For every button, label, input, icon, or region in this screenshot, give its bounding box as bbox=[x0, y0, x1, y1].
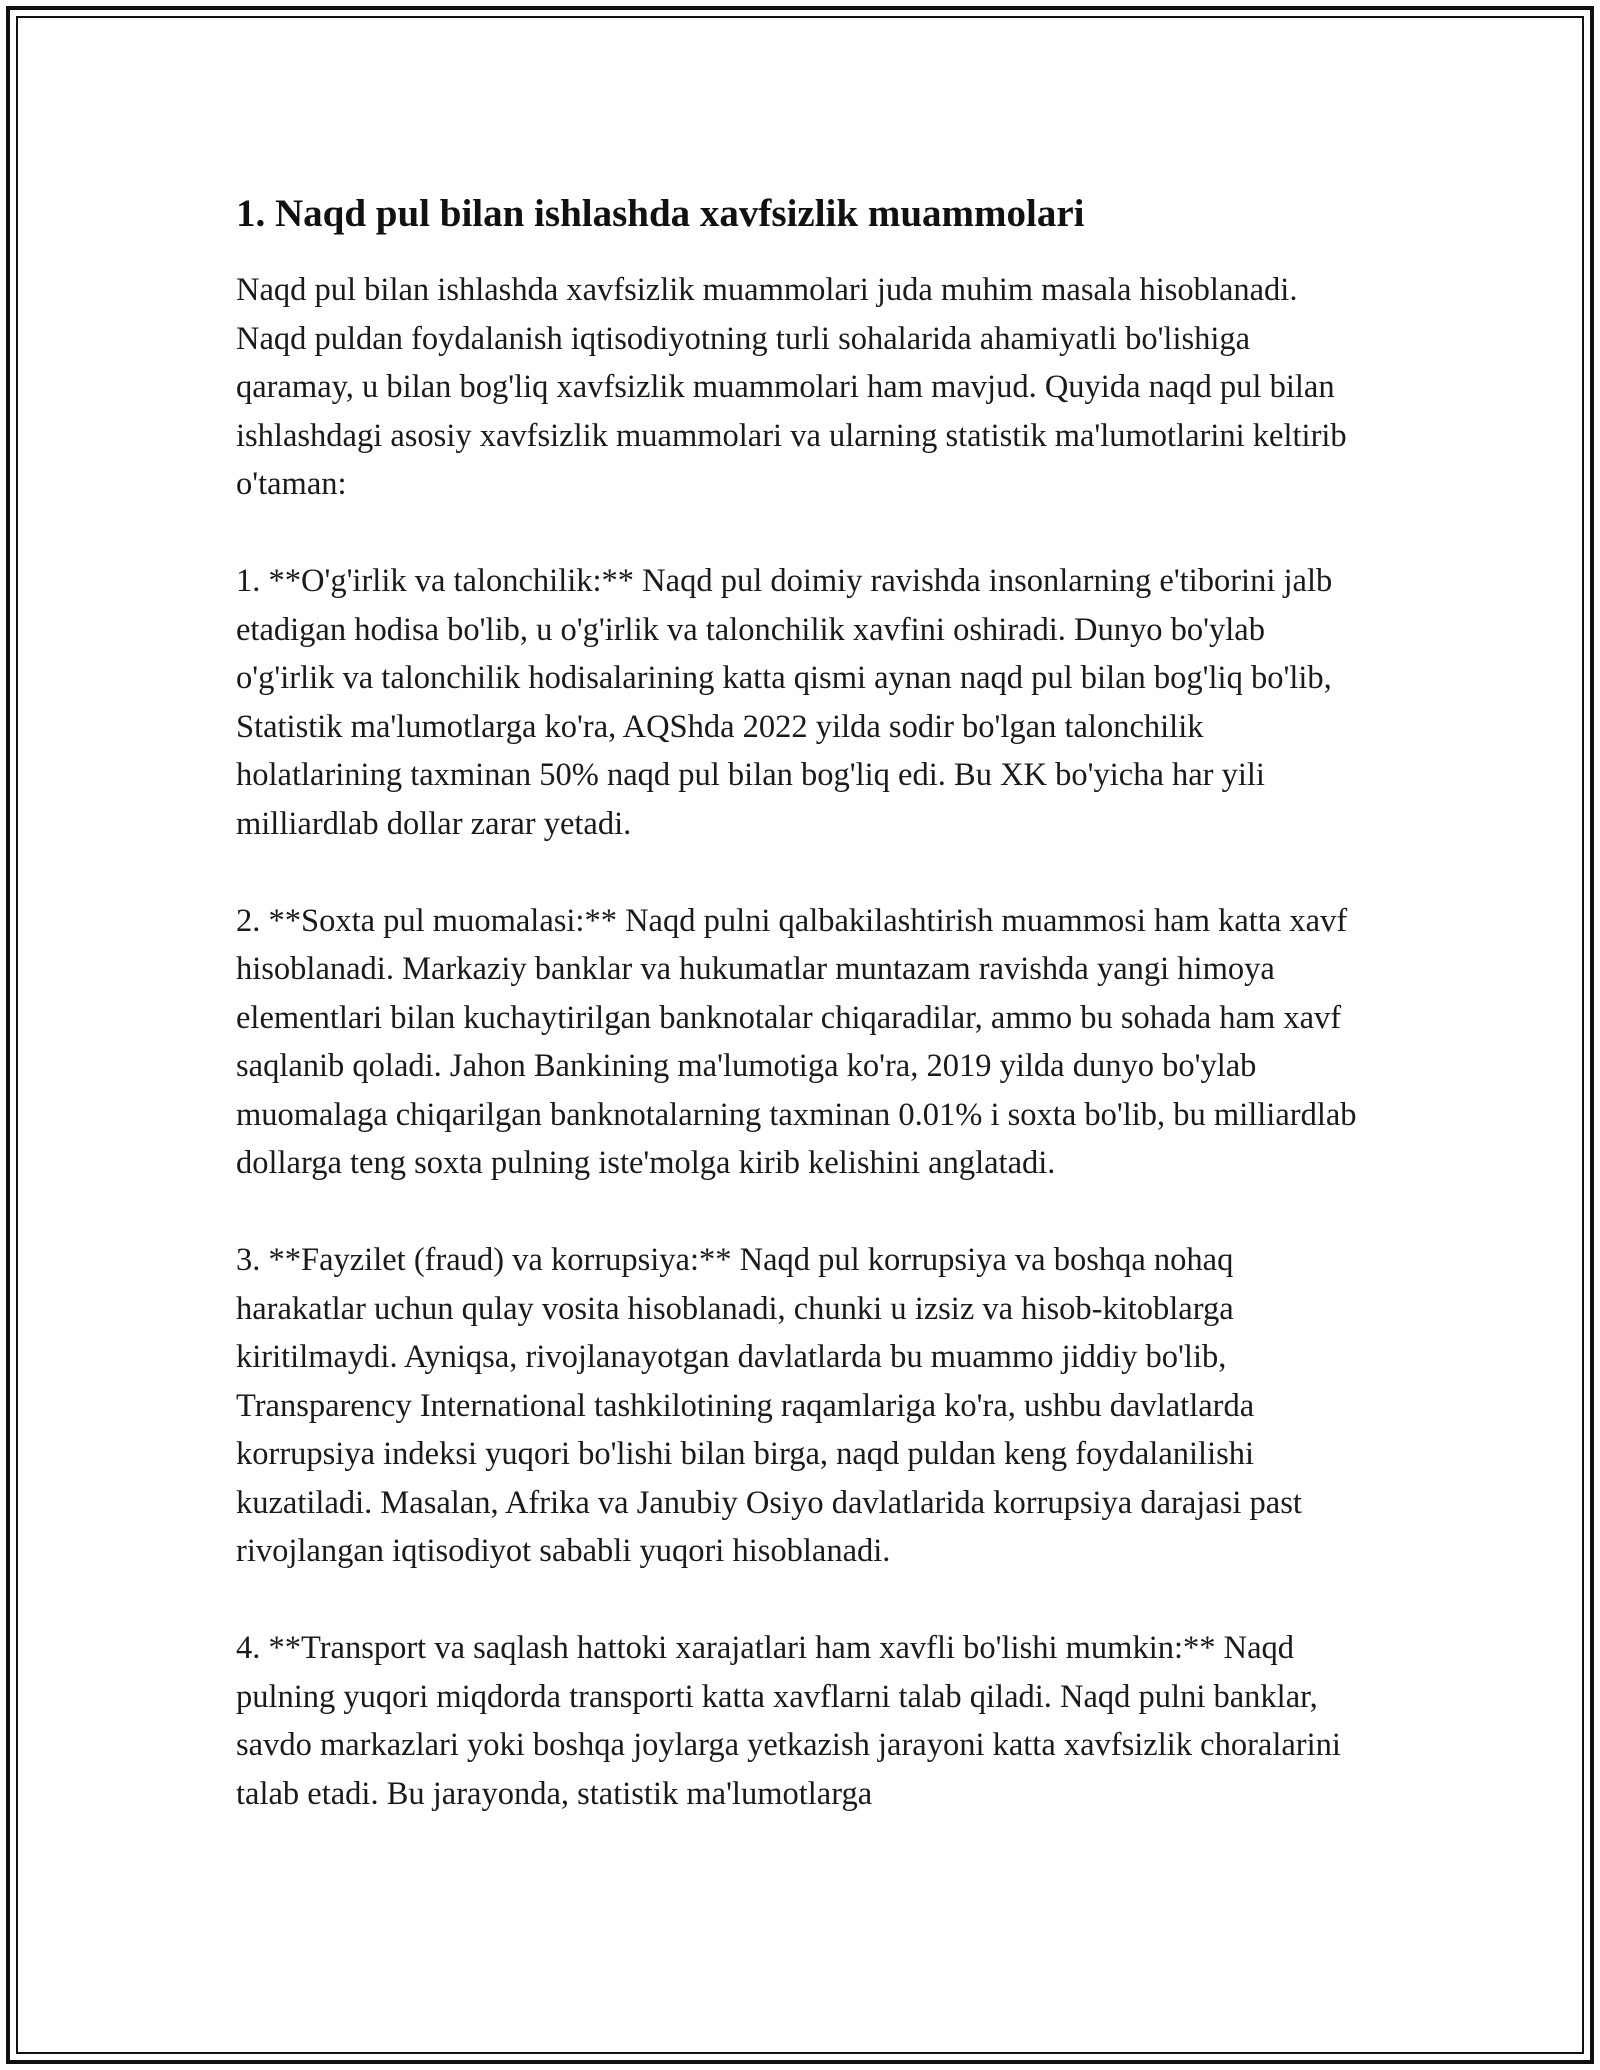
intro-paragraph: Naqd pul bilan ishlashda xavfsizlik muammolari juda muhim masala hisoblanadi. Naqd puldan foydalanish iqtisodiyotning turli sohalarida ahamiyatli bo'lishiga qaramay, u bilan bog'liq xavfsizlik muammolari ham mavjud. Quyida naqd pul bilan ishlashdagi asosiy xavfsizlik muammolari va ularning statistik ma'lumotlarini keltirib o'taman: bbox=[236, 272, 1347, 502]
section-title: 1. Naqd pul bilan ishlashda xavfsizlik muammolari bbox=[236, 192, 1085, 235]
document-body bbox=[236, 190, 1366, 1818]
paragraph-counterfeit: 2. **Soxta pul muomalasi:** Naqd pulni qalbakilashtirish muammosi ham katta xavf hisoblanadi. Markaziy banklar va hukumatlar muntazam ravishda yangi himoya elementlari bilan kuchaytirilgan banknotalar chiqaradilar, ammo bu sohada ham xavf saqlanib qoladi. Jahon Bankining ma'lumotiga ko'ra, 2019 yilda dunyo bo'ylab muomalaga chiqarilgan banknotalarning taxminan 0.01% i soxta bo'lib, bu milliardlab dollarga teng soxta pulning iste'molga kirib kelishini anglatadi. bbox=[236, 902, 1357, 1181]
paragraph-theft: 1. **O'g'irlik va talonchilik:** Naqd pul doimiy ravishda insonlarning e'tiborini jalb etadigan hodisa bo'lib, u o'g'irlik va talonchilik xavfini oshiradi. Dunyo bo'ylab o'g'irlik va talonchilik hodisalarining katta qismi aynan naqd pul bilan bog'liq bo'lib, Statistik ma'lumotlarga ko'ra, AQShda 2022 yilda sodir bo'lgan talonchilik holatlarining taxminan 50% naqd pul bilan bog'liq edi. Bu XK bo'yicha har yili milliardlab dollar zarar yetadi. bbox=[236, 563, 1333, 842]
paragraph-transport: 4. **Transport va saqlash hattoki xarajatlari ham xavfli bo'lishi mumkin:** Naqd pulning yuqori miqdorda transporti katta xavflarni talab qiladi. Naqd pulni banklar, savdo markazlari yoki boshqa joylarga yetkazish jarayoni katta xavfsizlik choralarini talab etadi. Bu jarayonda, statistik ma'lumotlarga bbox=[236, 1630, 1341, 1812]
paragraph-fraud-corruption: 3. **Fayzilet (fraud) va korrupsiya:** Naqd pul korrupsiya va boshqa nohaq harakatlar uchun qulay vosita hisoblanadi, chunki u izsiz va hisob-kitoblarga kiritilmaydi. Ayniqsa, rivojlanayotgan davlatlarda bu muammo jiddiy bo'lib, Transparency International tashkilotining raqamlariga ko'ra, ushbu davlatlarda korrupsiya indeksi yuqori bo'lishi bilan birga, naqd puldan keng foydalanilishi kuzatiladi. Masalan, Afrika va Janubiy Osiyo davlatlarida korrupsiya darajasi past rivojlangan iqtisodiyot sababli yuqori hisoblanadi. bbox=[236, 1242, 1302, 1569]
